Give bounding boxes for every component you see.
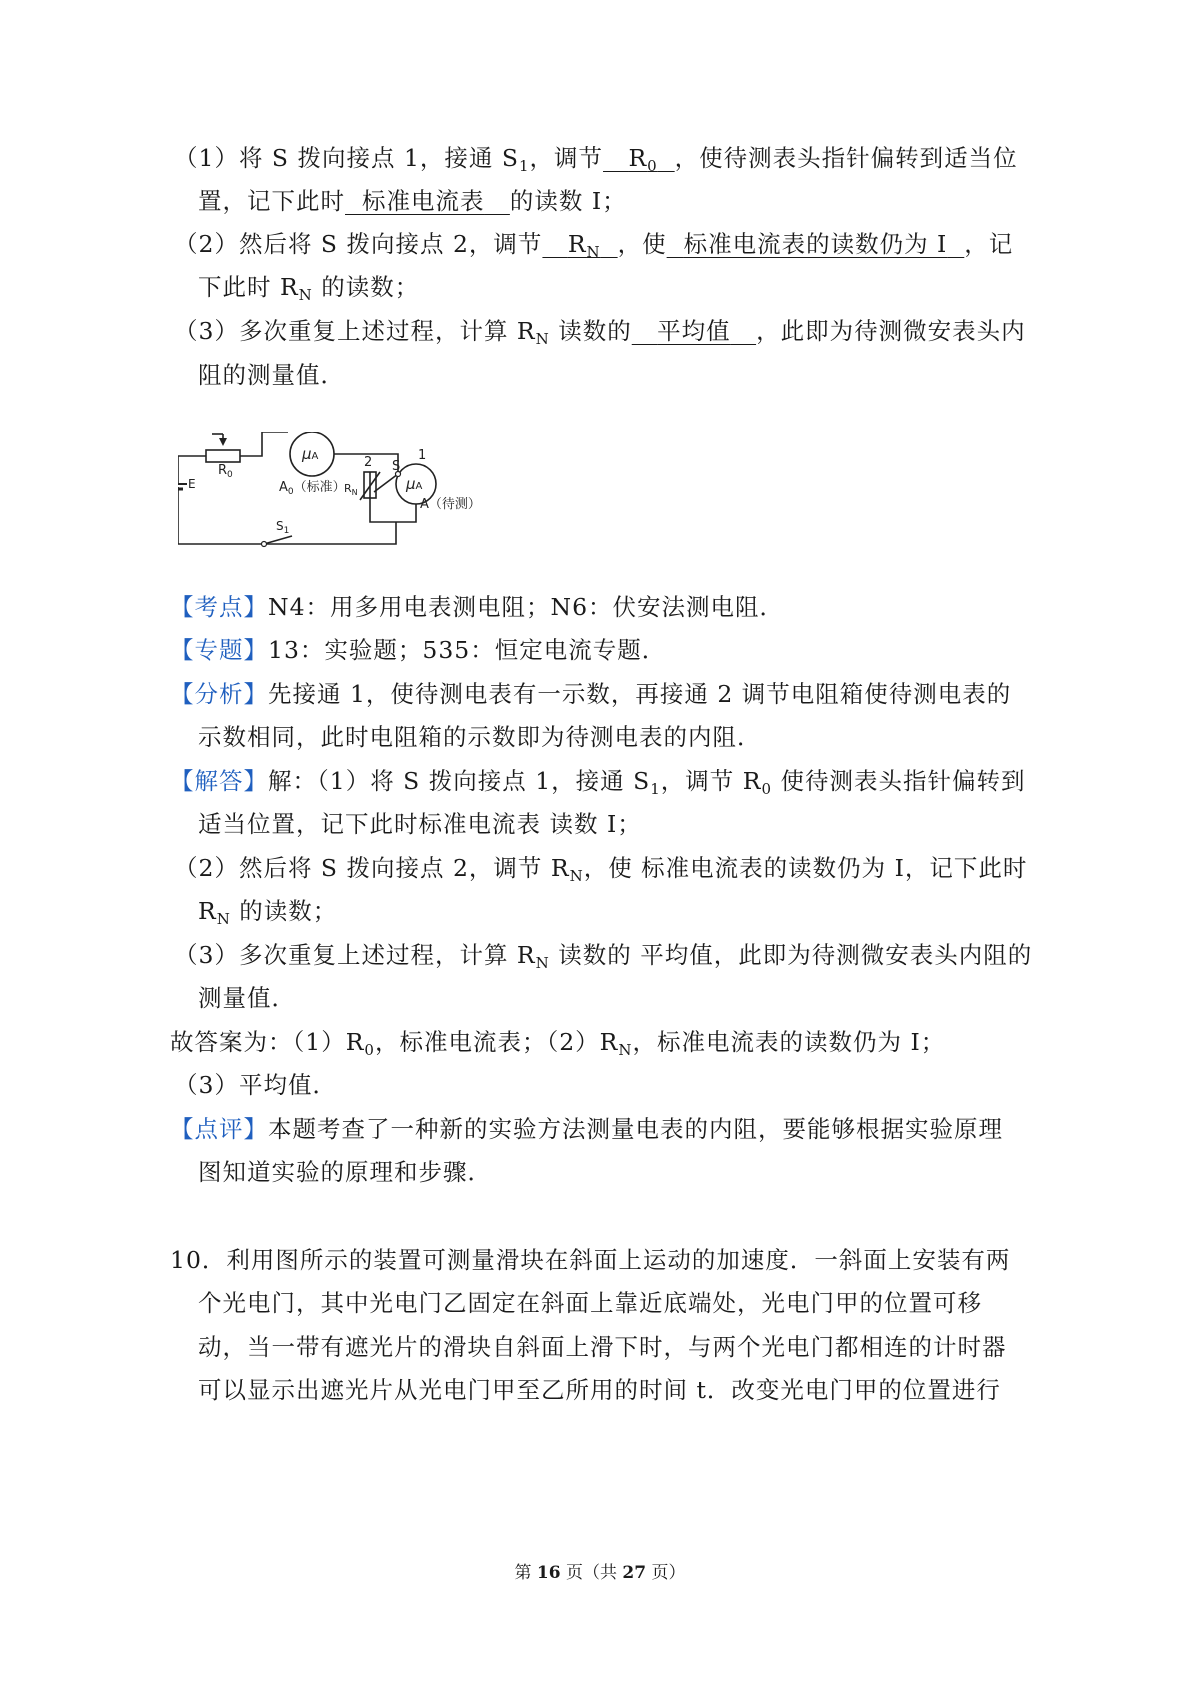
text: 13：实验题；535：恒定电流专题． xyxy=(268,636,667,664)
subscript: 0 xyxy=(364,1041,375,1059)
dianping-tag: 【点评】 xyxy=(170,1115,268,1143)
text: 10．利用图所示的装置可测量滑块在斜面上运动的加速度．一斜面上安装有两 xyxy=(170,1246,1011,1274)
text: （3）多次重复上述过程，计算 R xyxy=(174,317,536,345)
jieda-tag: 【解答】 xyxy=(170,767,268,795)
text: R xyxy=(567,230,587,258)
answer-line2 xyxy=(174,1070,337,1100)
text: N4：用多用电表测电阻；N6：伏安法测电阻． xyxy=(268,593,785,621)
text: ，标准电流表；（2）R xyxy=(374,1028,619,1056)
text: 使待测表头指针偏转到 xyxy=(772,767,1026,795)
dianping-line2 xyxy=(198,1157,492,1187)
step2-line2 xyxy=(198,272,419,302)
jieda-line4 xyxy=(198,896,337,926)
q10-line3 xyxy=(198,1332,1007,1362)
text: 的读数； xyxy=(230,897,338,925)
switch-s1-pivot xyxy=(262,542,267,547)
subscript: 1 xyxy=(650,780,661,798)
wire-a-bottom xyxy=(396,504,416,522)
dianping-line1 xyxy=(170,1114,1003,1144)
text: ，使待测表头指针偏转到适当位 xyxy=(674,144,1018,172)
text: 读数的 xyxy=(549,317,632,345)
text: 故答案为：（1）R xyxy=(170,1028,365,1056)
jieda-line6 xyxy=(198,983,296,1013)
text: 动，当一带有遮光片的滑块自斜面上滑下时，与两个光电门都相连的计时器 xyxy=(198,1333,1007,1361)
text: （2）然后将 S 拨向接点 2，调节 xyxy=(174,230,543,258)
text: R xyxy=(628,144,648,172)
subscript: 1 xyxy=(518,157,530,175)
answer-blank-standard-ammeter xyxy=(345,187,510,215)
text: 的读数 I； xyxy=(509,187,627,215)
rheostat-arrowhead xyxy=(219,438,227,446)
answer-blank-rn xyxy=(542,230,617,261)
label-mu-a0: μA xyxy=(302,445,319,463)
text: 页（共 xyxy=(560,1563,623,1583)
jieda-line5 xyxy=(174,940,1032,970)
page-footer xyxy=(0,1562,1200,1584)
answer-blank-average xyxy=(632,317,756,345)
text: 测量值． xyxy=(198,984,296,1012)
label-e: E xyxy=(188,477,196,491)
subscript: N xyxy=(535,330,550,348)
label-contact-1: 1 xyxy=(418,448,427,463)
text: （2）然后将 S 拨向接点 2，调节 R xyxy=(174,854,570,882)
text: 解：（1）将 S 拨向接点 1，接通 S xyxy=(268,767,651,795)
subscript: 0 xyxy=(761,780,772,798)
text: 图知道实验的原理和步骤． xyxy=(198,1158,492,1186)
text: ，此即为待测微安表头内 xyxy=(756,317,1026,345)
text: 标准电流表的读数仍为 I xyxy=(683,230,948,258)
q10-line1 xyxy=(170,1245,1010,1275)
q10-line2 xyxy=(198,1288,982,1318)
text: （3）平均值． xyxy=(174,1071,337,1099)
subscript: N xyxy=(216,910,231,928)
subscript: N xyxy=(586,243,601,261)
text: 适当位置，记下此时标准电流表 读数 I； xyxy=(198,810,642,838)
jieda-line3 xyxy=(174,853,1027,883)
jieda-line1 xyxy=(170,766,1025,796)
step1-line2 xyxy=(198,186,627,216)
zhuanti-tag: 【专题】 xyxy=(170,636,268,664)
text: 可以显示出遮光片从光电门甲至乙所用的时间 t．改变光电门甲的位置进行 xyxy=(198,1376,1001,1404)
switch-s1-blade xyxy=(264,536,292,544)
text: 阻的测量值． xyxy=(198,361,345,389)
answer-blank-r0 xyxy=(603,144,675,175)
text: ，标准电流表的读数仍为 I； xyxy=(632,1028,946,1056)
rheostat-r0 xyxy=(206,450,240,462)
step2-line1 xyxy=(174,229,1013,259)
text: （1）将 S 拨向接点 1，接通 S xyxy=(174,144,519,172)
text: ，记 xyxy=(964,230,1014,258)
text: ，调节 xyxy=(529,144,604,172)
label-rn: $R_N$ xyxy=(344,482,358,497)
text: ，使 标准电流表的读数仍为 I，记下此时 xyxy=(583,854,1028,882)
label-r0: $R_0$ xyxy=(218,463,233,480)
wire-left xyxy=(178,456,206,544)
text: 下此时 R xyxy=(198,273,299,301)
step3-line1 xyxy=(174,316,1026,346)
kaodian-line xyxy=(170,592,784,622)
kaodian-tag: 【考点】 xyxy=(170,593,268,621)
text: R xyxy=(198,897,217,925)
wire-top-left xyxy=(240,432,288,456)
text: 的读数； xyxy=(312,273,420,301)
text: 示数相同，此时电阻箱的示数即为待测电表的内阻． xyxy=(198,723,762,751)
label-a-test: A（待测） xyxy=(420,497,481,512)
subscript: N xyxy=(618,1041,633,1059)
label-s: S xyxy=(392,459,401,474)
q10-line4 xyxy=(198,1375,1001,1405)
label-a0: $A_0$（标准） xyxy=(279,480,346,497)
label-mu-a: μA xyxy=(406,475,423,493)
text: 个光电门，其中光电门乙固定在斜面上靠近底端处，光电门甲的位置可移 xyxy=(198,1289,982,1317)
jieda-line2 xyxy=(198,809,642,839)
text: 第 xyxy=(514,1563,537,1583)
text: 置，记下此时 xyxy=(198,187,345,215)
fenxi-tag: 【分析】 xyxy=(170,680,268,708)
text: ，调节 R xyxy=(660,767,762,795)
answer-blank-reading xyxy=(667,230,965,258)
subscript: N xyxy=(535,954,550,972)
total-pages: 27 xyxy=(622,1563,647,1583)
text: （3）多次重复上述过程，计算 R xyxy=(174,941,536,969)
page-number: 16 xyxy=(536,1563,561,1583)
text: 平均值 xyxy=(657,317,731,345)
text: 标准电流表 xyxy=(361,187,485,215)
fenxi-line2 xyxy=(198,722,762,752)
subscript: 0 xyxy=(647,157,658,175)
text: 本题考查了一种新的实验方法测量电表的内阻，要能够根据实验原理 xyxy=(268,1115,1003,1143)
subscript: N xyxy=(569,867,584,885)
subscript: N xyxy=(298,286,313,304)
text: 读数的 平均值，此即为待测微安表头内阻的 xyxy=(549,941,1033,969)
label-s1: $S_1$ xyxy=(276,519,290,536)
text: 页） xyxy=(646,1563,686,1583)
zhuanti-line xyxy=(170,635,666,665)
circuit-diagram xyxy=(178,432,498,552)
fenxi-line1 xyxy=(170,679,1011,709)
text: ，使 xyxy=(617,230,667,258)
text: 先接通 1，使待测电表有一示数，再接通 2 调节电阻箱使待测电表的 xyxy=(268,680,1012,708)
answer-line1 xyxy=(170,1027,945,1057)
step1-line1 xyxy=(174,143,1018,173)
label-contact-2: 2 xyxy=(364,455,373,470)
step3-line2 xyxy=(198,360,345,390)
